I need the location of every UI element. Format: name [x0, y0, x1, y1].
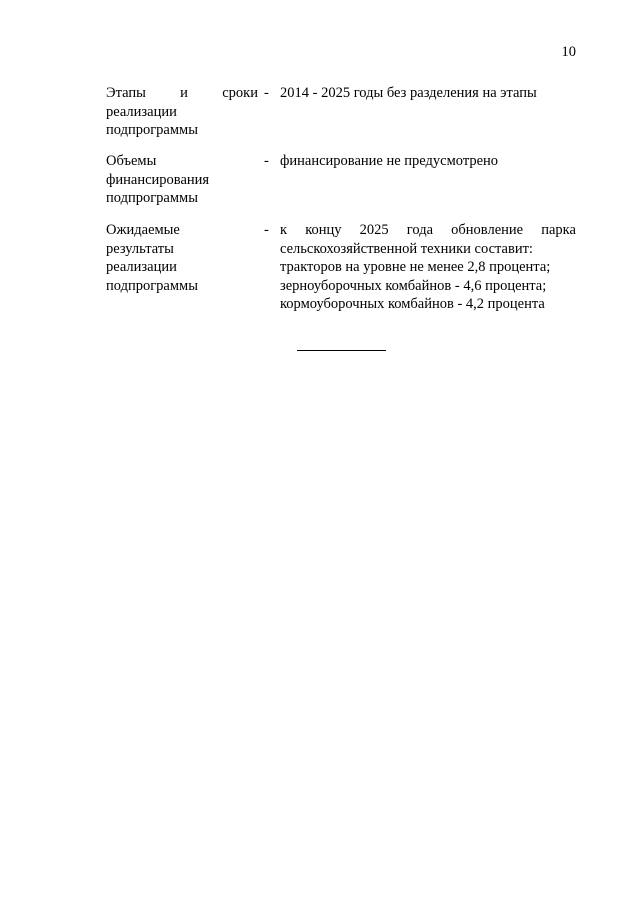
label-word: Этапы	[106, 85, 146, 101]
row-label	[106, 84, 258, 140]
label-line	[106, 84, 258, 103]
label-line: реализации	[106, 259, 177, 275]
label-line: подпрограммы	[106, 190, 198, 206]
label-line: Объемы	[106, 153, 157, 169]
row-value	[280, 84, 576, 103]
row-dash: -	[264, 85, 269, 101]
row-label	[106, 221, 258, 295]
value-line: 2014 - 2025 годы без разделения на этапы	[280, 85, 537, 101]
label-line: Ожидаемые	[106, 222, 180, 238]
label-word: сроки	[222, 85, 258, 101]
value-word: к	[280, 222, 288, 238]
value-word: парка	[541, 222, 576, 238]
row-label	[106, 152, 258, 208]
value-word: 2025	[359, 222, 389, 238]
row-value	[280, 221, 576, 314]
value-word: обновление	[451, 222, 524, 238]
label-line: подпрограммы	[106, 277, 198, 294]
label-line: результаты	[106, 240, 174, 257]
end-separator-line	[297, 350, 386, 351]
value-line: финансирование не предусмотрено	[280, 153, 499, 169]
label-word: и	[180, 85, 188, 101]
value-line: зерноуборочных комбайнов - 4,6 процента;	[280, 277, 547, 294]
value-line: сельскохозяйственной техники составит:	[280, 240, 533, 257]
value-line: тракторов на уровне не менее 2,8 процента;	[280, 259, 551, 275]
label-line: реализации	[106, 103, 177, 120]
value-word: концу	[305, 222, 342, 238]
row-dash: -	[264, 222, 269, 238]
row-dash: -	[264, 153, 269, 169]
value-word: года	[406, 222, 434, 238]
label-line: финансирования	[106, 171, 210, 188]
label-line: подпрограммы	[106, 122, 198, 138]
value-line	[280, 221, 576, 240]
value-line: кормоуборочных комбайнов - 4,2 процента	[280, 296, 545, 312]
page-number: 10	[561, 44, 576, 60]
row-value	[280, 152, 576, 171]
